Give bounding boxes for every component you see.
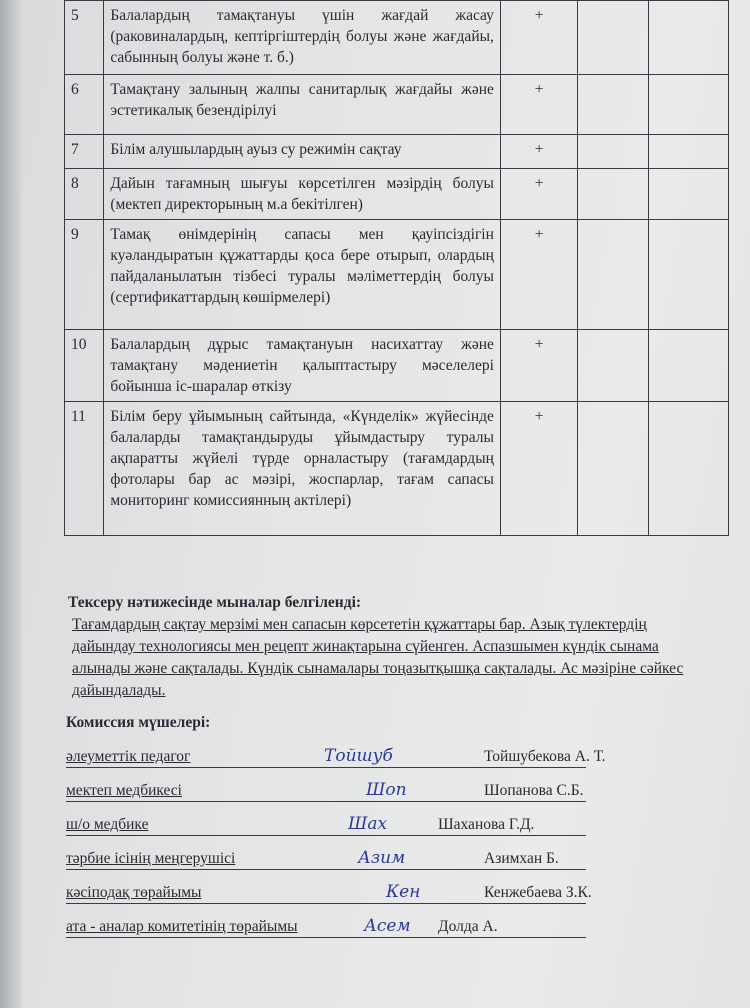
row-number: 10 xyxy=(65,330,104,402)
row-criterion: Білім беру ұйымының сайтында, «Күнделік» жүйесінде балаларды тамақтандыруды ұйымдастыру туралы ақпаратты жүйелі түрде орналастыру (тағамдардың фотолары бар ас мәзірі, жоспарлар, тағам сапасы мониторинг комиссиянның актілері) xyxy=(104,402,501,536)
member-name: Азимхан Б. xyxy=(484,850,559,867)
member-signature: Кен xyxy=(386,882,421,902)
row-number: 8 xyxy=(65,169,104,220)
row-criterion: Тамақ өнімдерінің сапасы мен қауіпсіздігін куәландыратын құжаттарды қоса бере отырып, олардың пайдаланылатын тізбесі туралы мәліметтердің болуы (сертификаттардың көшірмелері) xyxy=(104,220,501,330)
row-empty-cell xyxy=(649,75,729,135)
table-row xyxy=(65,402,729,536)
table-row xyxy=(65,135,729,169)
member-role: тәрбие ісінің меңгерушісі xyxy=(66,850,236,867)
signature-line xyxy=(66,801,586,802)
checklist-table xyxy=(64,0,729,536)
member-role: ата - аналар комитетінің төрайымы xyxy=(66,918,298,935)
row-empty-cell xyxy=(578,1,649,75)
signature-line xyxy=(66,937,586,938)
row-mark: + xyxy=(500,402,578,536)
member-role: әлеуметтік педагог xyxy=(66,748,191,765)
row-mark: + xyxy=(500,135,578,169)
table-row xyxy=(65,75,729,135)
findings-title: Тексеру нәтижесінде мыналар белгіленді: xyxy=(68,594,362,611)
commission-member xyxy=(66,874,626,908)
row-mark: + xyxy=(500,169,578,220)
member-signature: Тойшуб xyxy=(324,746,393,766)
row-empty-cell xyxy=(578,75,649,135)
member-signature: Азим xyxy=(358,848,406,868)
row-mark: + xyxy=(500,1,578,75)
row-number: 6 xyxy=(65,75,104,135)
table-row xyxy=(65,330,729,402)
row-empty-cell xyxy=(649,169,729,220)
member-name: Долда А. xyxy=(438,918,498,935)
commission-member xyxy=(66,840,626,874)
row-empty-cell xyxy=(578,169,649,220)
row-criterion: Балалардың тамақтануы үшін жағдай жасау (раковиналардың, кептіргіштердің болуы және жағдайы, сабынның болуы және т. б.) xyxy=(104,1,501,75)
member-name: Тойшубекова А. Т. xyxy=(484,748,606,765)
member-role: ш/о медбике xyxy=(66,816,149,833)
row-empty-cell xyxy=(649,402,729,536)
row-mark: + xyxy=(500,75,578,135)
row-empty-cell xyxy=(578,330,649,402)
member-signature: Шах xyxy=(348,814,388,834)
row-empty-cell xyxy=(649,135,729,169)
row-number: 7 xyxy=(65,135,104,169)
row-number: 11 xyxy=(65,402,104,536)
commission-member xyxy=(66,738,626,772)
commission-section xyxy=(66,714,706,942)
member-name: Шаханова Г.Д. xyxy=(438,816,535,833)
commission-member xyxy=(66,806,626,840)
row-mark: + xyxy=(500,330,578,402)
findings-section xyxy=(68,592,688,702)
row-empty-cell xyxy=(649,1,729,75)
member-signature: Асем xyxy=(364,916,411,936)
table-row xyxy=(65,220,729,330)
row-number: 5 xyxy=(65,1,104,75)
page-shadow xyxy=(0,0,22,1008)
table-row xyxy=(65,169,729,220)
member-signature: Шоп xyxy=(366,780,407,800)
row-empty-cell xyxy=(649,220,729,330)
table-row xyxy=(65,1,729,75)
signature-line xyxy=(66,869,586,870)
row-empty-cell xyxy=(649,330,729,402)
row-criterion: Білім алушылардың ауыз су режимін сақтау xyxy=(104,135,501,169)
findings-text: Тағамдардың сақтау мерзімі мен сапасын көрсететін құжаттары бар. Азық түлектердің дайындау технологиясы мен рецепт жинақтарына сүйенген. Аспазшымен күндік сынама алынады және сақталады. Күндік сынамалары тоңазытқышқа сақталады. Ас мәзіріне сәйкес дайындалады. xyxy=(72,616,684,699)
row-criterion: Дайын тағамның шығуы көрсетілген мәзірдің болуы (мектеп директорының м.а бекітілген) xyxy=(104,169,501,220)
row-criterion: Балалардың дұрыс тамақтануын насихаттау және тамақтану мәдениетін қалыптастыру мәселелері бойынша іс-шаралар өткізу xyxy=(104,330,501,402)
member-role: мектеп медбикесі xyxy=(66,782,182,799)
row-empty-cell xyxy=(578,220,649,330)
member-name: Кенжебаева З.К. xyxy=(484,884,592,901)
member-name: Шопанова С.Б. xyxy=(484,782,584,799)
member-role: кәсіподақ төрайымы xyxy=(66,884,202,901)
commission-member xyxy=(66,772,626,806)
row-number: 9 xyxy=(65,220,104,330)
row-empty-cell xyxy=(578,135,649,169)
commission-member xyxy=(66,908,626,942)
signature-line xyxy=(66,903,586,904)
signature-line xyxy=(66,835,586,836)
row-criterion: Тамақтану залының жалпы санитарлық жағдайы және эстетикалық безендірілуі xyxy=(104,75,501,135)
commission-title: Комиссия мүшелері: xyxy=(66,714,211,731)
row-empty-cell xyxy=(578,402,649,536)
row-mark: + xyxy=(500,220,578,330)
signature-line xyxy=(66,767,586,768)
